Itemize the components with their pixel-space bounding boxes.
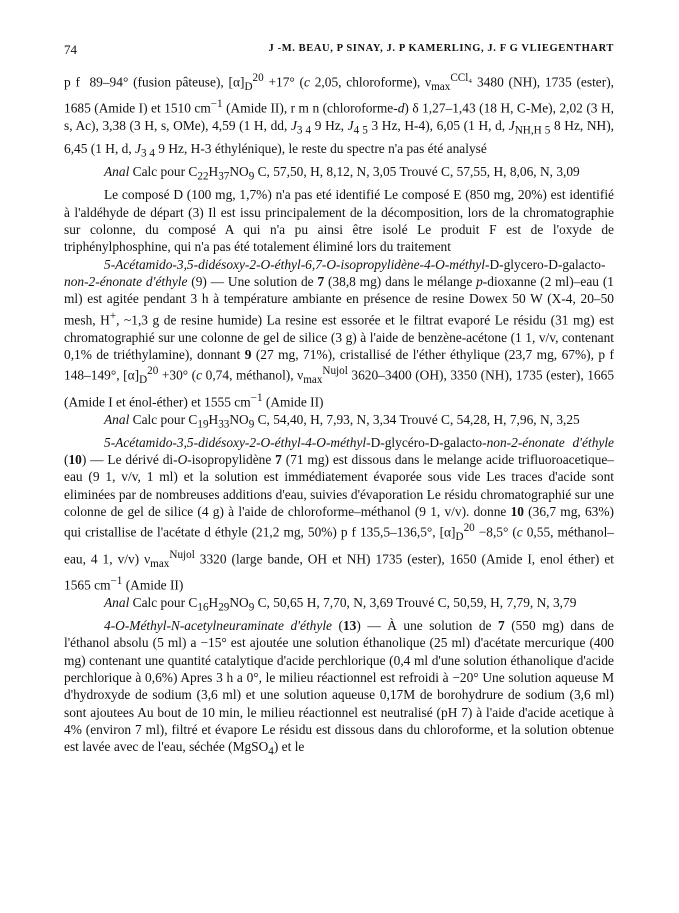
paragraph-compound-9: 5-Acétamido-3,5-didésoxy-2-O-éthyl-6,7-O-isopropylidène-4-O-méthyl-D-glycero-D-galacto-non-2-énonate d'éthyle (9) — Une solution de 7 (38,8 mg) dans le mélange p-dioxanne (2 ml)–eau (1 ml) est agitée pendant 3 h à température ambiante en présence de resine Dowex 50 W (X-4, 20–50 mesh, H+, ~1,3 g de resine humide) La resine est essorée et le filtrat evaporé Le résidu (31 mg) est chromatographié sur une colonne de gel de silice (3 g) à l'aide de benzène-acétone (1 1, v/v, contenant 0,1% de triéthylamine), donnant 9 (27 mg, 71%), cristallisé de l'éther éthylique (23,7 mg, 67%), p f 148–149°, $[\alpha]_D^{20} +30^\circ$ (c 0,74, méthanol), $\nu_{max}^{Nujol}$ 3620–3400 (OH), 3350 (NH), 1735 (ester), 1665 (Amide I et énol-éther) et 1555 $cm^{-1}$ (Amide II) — [64, 256, 615, 410]
paragraph-nmr-data: p f 89–94° (fusion pâteuse), $[\alpha]_D^{20} +17^\circ$ (c 2,05, chloroforme), $\nu_{max}^{CCl_4}$ 3480 (NH), 1735 (ester), 1685 (Amide I) et 1510 $cm^{-1}$ (Amide II), r m n (chloroforme-d) δ 1,27–1,43 (18 H, C-Me), 2,02 (3 H, s, Ac), 3,38 (3 H, s, OMe), 4,59 (1 H, dd, $J_{3 4}$ 9 Hz, $J_{4 5}$ 3 Hz, H-4), 6,05 (1 H, d, $J_{NH,H 5}$ 8 Hz, NH), 6,45 (1 H, d, $J_{3 4}$ 9 Hz, H-3 éthylénique), le reste du spectre n'a pas été analysé — [64, 72, 615, 160]
paragraph-anal-1: Anal Calc pour $C_{22}H_{37}NO_9$ C, 57,50, H, 8,12, N, 3,05 Trouvé C, 57,55, H, 8,06, N, 3,09 — [104, 164, 580, 183]
article-body — [64, 70, 614, 762]
page-number: 74 — [64, 42, 77, 57]
page-header — [64, 42, 614, 60]
paragraph-anal-3: Anal Calc pour $C_{16}H_{29}NO_9$ C, 50,65 H, 7,70, N, 3,69 Trouvé C, 50,59, H, 7,79, N, 3,79 — [104, 595, 577, 614]
paragraph-compounds-d-e-f: Le composé D (100 mg, 1,7%) n'a pas eté identifié Le composé E (850 mg, 20%) est identifié à l'aldéhyde de départ (3) Il est issu principalement de la décomposition, lors de la chromatographie sur colonne, du composé A qui n'a pu ainsi être isolé Le produit F est de l'oxyde de triphénylphosphine, qui n'a pas été totalement éliminé lors du traitement — [64, 187, 614, 255]
running-head: J -M. BEAU, P SINAY, J. P KAMERLING, J. F G VLIEGENTHART — [268, 43, 614, 54]
paragraph-compound-10: 5-Acétamido-3,5-didésoxy-2-O-éthyl-4-O-méthyl-D-glycéro-D-galacto-non-2-énonate d'éthyle (10) — Le dérivé di-O-isopropylidène 7 (71 mg) est dissous dans le melange acide trifluoroacetique–eau (9 1, v/v, 1 ml) et la solution est immédiatement évaporée sous vide Les traces d'acide sont eliminées par de nombreuses additions d'eau, suivies d'évaporation Le résidu chromatographié sur une colonne de gel de silice (4 g) à l'aide de chloroforme–méthanol (9 1, v/v). donne 10 (36,7 mg, 63%) qui cristallise de l'acétate d éthyle (21,2 mg, 50%) p f 135,5–136,5°, $[\alpha]_D^{20} -8,5^\circ$ (c 0,55, méthanol–eau, 4 1, v/v) $\nu_{max}^{Nujol}$ 3320 (large bande, OH et NH) 1735 (ester), 1650 (Amide I, enol éther) et 1565 $cm^{-1}$ (Amide II) — [64, 434, 614, 593]
paragraph-compound-13: 4-O-Méthyl-N-acetylneuraminate d'éthyle (13) — À une solution de 7 (550 mg) dans de l'éthanol absolu (5 ml) a −15° est ajoutée une solution éthanolique (25 ml) d'acétate mercurique (400 mg) contenant une quantité catalytique d'acide perchlorique (0,4 ml d'une solution éthanolique d'acide perchlorique à 0,6%) Apres 3 h a 0°, le milieu réactionnel est refroidi à −20° Une solution aqueuse M d'hydroxyde de sodium (3,6 ml) et une solution aqueuse 0,17M de borohydrure de sodium (3,6 ml) sont ajoutees Au bout de 10 min, le milieu réactionnel est neutralisé (pH 7) à l'aide d'acide acetique à 4% (environ 7 ml), filtré et évapore Le résidu est dissous dans du chloroforme, et la solution obtenue est lavée avec de l'eau, séchée (MgSO$_4$) et le — [64, 618, 614, 759]
paragraph-anal-2: Anal Calc pour $C_{19}H_{33}NO_9$ C, 54,40, H, 7,93, N, 3,34 Trouvé C, 54,28, H, 7,96, N, 3,25 — [104, 411, 580, 431]
